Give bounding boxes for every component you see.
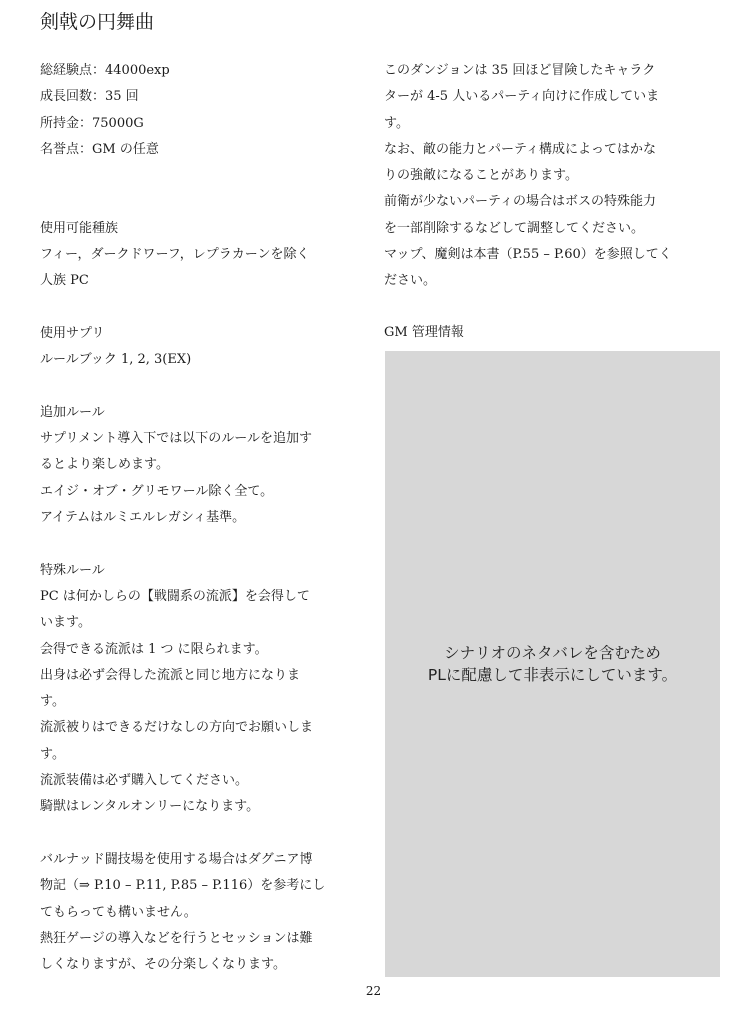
right-column [384,58,684,295]
left-column-text-line: フィー，ダークドワーフ，レプラカーンを除く [40,247,310,263]
left-column-text-line: ルールブック 1, 2, 3(EX) [40,352,192,368]
right-column-text-line: す。 [384,115,409,131]
left-column-spacer [40,189,340,215]
left-column-text-line: 使用可能種族 [40,220,119,236]
left-column [40,58,340,978]
left-column-text-line: しくなりますが、その分楽しくなります。 [40,957,286,973]
left-column-text-line: 成長回数：35 回 [40,89,139,105]
left-column-text-line: 総経験点：44000exp [40,63,170,78]
right-column-text-line: このダンジョンは 35 回ほど冒険したキャラク [384,63,656,78]
left-column-text-line: 物記（⇒ P.10 – P.11, P.85 – P.116）を参考にし [40,878,326,894]
right-column-text-line: なお、敵の能力とパーティ構成によってはかな [384,141,656,157]
left-column-text-line: バルナッド闘技場を使用する場合はダグニア博 [40,851,313,867]
left-column-text-line: るとより楽しめます。 [40,457,169,473]
gm-info-label: GM 管理情報 [384,325,464,340]
left-column-text-line: てもらっても構いません。 [40,904,197,920]
left-column-text-line: 所持金：75000G [40,115,144,131]
left-column-text-line: 名誉点：GM の任意 [40,141,159,157]
left-column-spacer [40,821,340,847]
left-column-text-line: アイテムはルミエルレガシィ基準。 [40,510,246,526]
left-column-text-line: います。 [40,615,91,631]
right-column-text-line: マップ、魔剣は本書（P.55 – P.60）を参照してく [384,247,672,263]
left-column-text-line: 流派装備は必ず購入してください。 [40,773,249,789]
gm-hidden-message-line-2: PLに配慮して非表示にしています。 [427,666,678,684]
left-column-text-line: 特殊ルール [40,562,105,578]
left-column-text-line: エイジ・オブ・グリモワール除く全て。 [40,483,274,499]
left-column-text-line: す。 [40,694,65,710]
gm-info-hidden-box [385,351,720,977]
left-column-text-line: PC は何かしらの【戦闘系の流派】を会得して [40,588,310,604]
left-column-text-line: 会得できる流派は 1 つ に限られます。 [40,641,268,657]
left-column-text-line: 追加ルール [40,404,105,420]
left-column-text-line: 騎獣はレンタルオンリーになります。 [40,799,260,815]
gm-hidden-message-line-1: シナリオのネタバレを含むため [444,644,661,662]
left-column-spacer [40,163,340,189]
right-column-text-line: ターが 4-5 人いるパーティ向けに作成していま [384,89,660,105]
left-column-text-line: 熱狂ゲージの導入などを行うとセッションは難 [40,930,313,946]
right-column-text-line: ださい。 [384,273,437,289]
right-column-text-line: りの強敵になることがあります。 [384,168,578,184]
left-column-text-line: 人族 PC [40,273,89,289]
left-column-spacer [40,295,340,321]
page-number: 22 [365,984,382,998]
left-column-spacer [40,531,340,557]
left-column-text-line: 使用サプリ [40,325,105,341]
left-column-spacer [40,374,340,400]
right-column-text-line: を一部削除するなどして調整してください。 [384,220,645,236]
left-column-text-line: す。 [40,746,65,762]
page-title: 剣戟の円舞曲 [40,11,155,33]
left-column-text-line: 流派被りはできるだけなしの方向でお願いしま [40,720,314,736]
left-column-text-line: サプリメント導入下では以下のルールを追加す [40,431,312,447]
right-column-text-line: 前衛が少ないパーティの場合はボスの特殊能力 [384,194,656,210]
left-column-text-line: 出身は必ず会得した流派と同じ地方になりま [40,667,301,683]
